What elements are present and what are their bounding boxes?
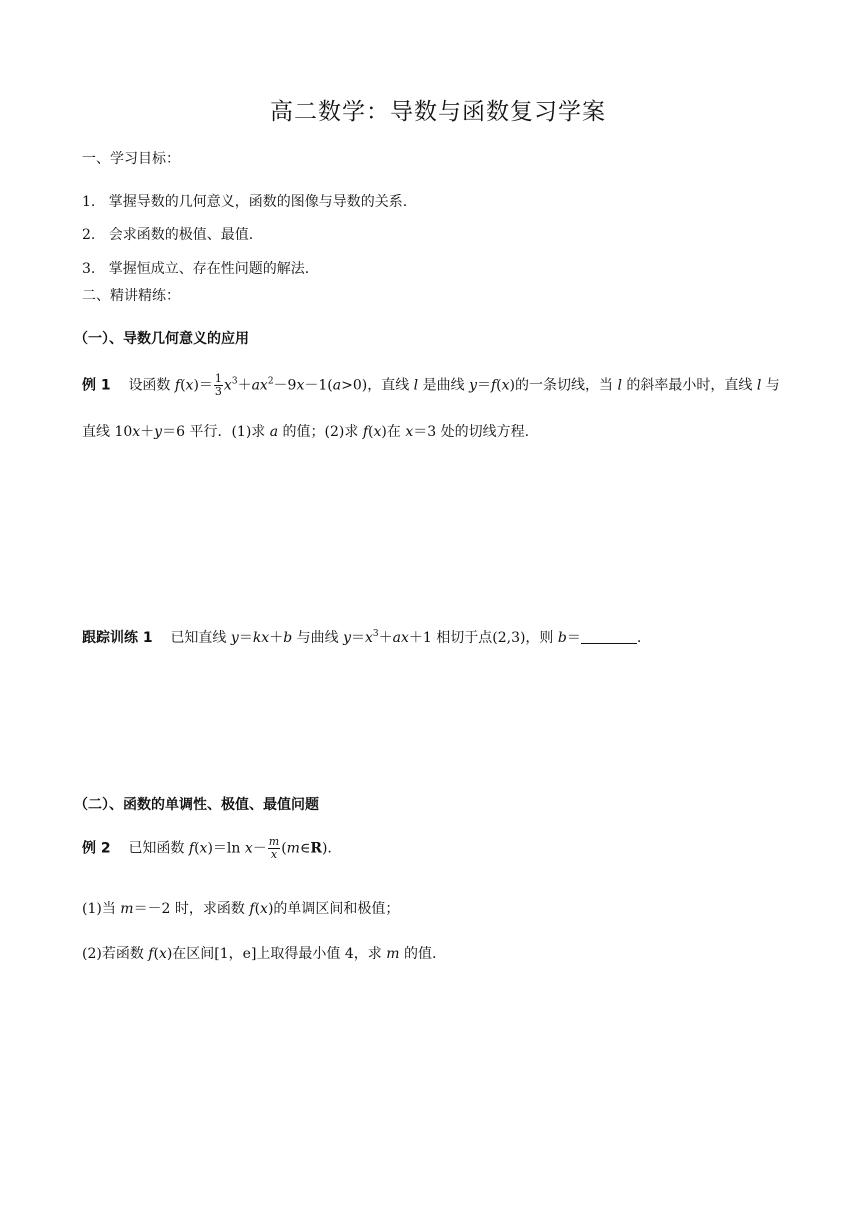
goal-item [82, 191, 407, 211]
fraction-denominator: 3 [214, 385, 222, 398]
math-var: y [154, 424, 163, 440]
fraction-m-over-x [268, 836, 280, 861]
text: ( [496, 377, 502, 394]
example-2-question-2 [82, 943, 436, 963]
text: ( [368, 424, 374, 440]
text: ＋ [378, 630, 393, 646]
math-var: f [362, 424, 369, 440]
math-var: f [249, 901, 255, 917]
text: ＋ [140, 424, 155, 440]
math-var: f [174, 377, 181, 394]
text: 设函数 [128, 377, 175, 394]
text: . [636, 630, 642, 646]
text: －1( [304, 377, 333, 394]
math-var: x [260, 901, 268, 917]
math-var: x [405, 424, 414, 440]
goal-text: 掌握导数的几何意义，函数的图像与导数的关系. [108, 194, 408, 210]
goal-number: 2. [82, 227, 96, 243]
exponent: 3 [231, 376, 238, 387]
text: )＝ln [207, 840, 245, 857]
text: ). [321, 840, 332, 857]
text: ＝3 处的切线方程. [413, 424, 530, 440]
text: 的值. [399, 946, 437, 962]
text: － [252, 840, 267, 857]
math-var: x [365, 630, 373, 646]
text: ＝ [351, 630, 365, 646]
math-var: a [269, 424, 279, 440]
math-var: f [188, 840, 195, 857]
example-2-line-1 [82, 836, 332, 861]
exponent: 2 [267, 376, 274, 387]
fraction-denominator: x [270, 848, 278, 861]
answer-blank[interactable] [581, 629, 637, 644]
part2-heading: （二）、函数的单调性、极值、最值问题 [74, 797, 319, 813]
text: ＝ [476, 377, 491, 394]
math-var: a [332, 377, 342, 394]
text: 的值；(2)求 [278, 424, 363, 440]
goal-item [82, 258, 309, 278]
math-var: m [120, 901, 134, 917]
math-var: f [148, 946, 154, 962]
text: 是曲线 [418, 377, 470, 394]
part1-heading: （一）、导数几何意义的应用 [74, 331, 249, 347]
math-var: l [617, 377, 622, 394]
example-2-label: 例 2 [82, 840, 111, 857]
example-1-label: 例 1 [82, 377, 111, 394]
math-var: y [469, 377, 477, 394]
text: ( [281, 840, 287, 857]
text: 的斜率最小时，直线 [621, 377, 757, 394]
math-var: m [286, 840, 300, 857]
text: ＝－2 时，求函数 [133, 901, 250, 917]
math-var: x [373, 424, 382, 440]
example-1-line-2 [82, 421, 529, 441]
goal-item [82, 224, 253, 244]
math-var: x [185, 377, 194, 394]
fraction-one-third [214, 373, 223, 398]
text: )＝ [193, 377, 213, 394]
text: ( [180, 377, 186, 394]
text: ( [153, 946, 159, 962]
text: ＝ [566, 630, 581, 646]
text: ＋ [237, 377, 252, 394]
text: (1)当 [82, 901, 121, 917]
text: )的单调区间和极值； [267, 901, 400, 917]
practice-1-label: 跟踪训练 1 [82, 630, 153, 646]
math-var: x [158, 946, 167, 962]
text: ＋1 相切于点(2,3)，则 [408, 630, 558, 646]
math-var: ax [392, 630, 409, 646]
goal-number: 1. [82, 194, 96, 210]
math-var: x [296, 377, 305, 394]
math-var: x [244, 840, 253, 857]
example-2-question-1 [82, 898, 399, 918]
goal-text: 掌握恒成立、存在性问题的解法. [108, 261, 310, 277]
fraction-numerator: m [268, 835, 280, 848]
math-var: x [199, 840, 208, 857]
text: 直线 10 [82, 424, 133, 440]
text: ∈ [299, 840, 311, 857]
text: 与 [761, 377, 780, 394]
text: 与曲线 [292, 630, 344, 646]
math-var: l [756, 377, 762, 394]
practice-1 [82, 627, 641, 647]
text: ＋ [269, 630, 284, 646]
math-var: ax [251, 377, 268, 394]
text: )在 [381, 424, 406, 440]
math-var: y [343, 630, 351, 646]
text: )在区间[1，e]上取得最小值 4，求 [166, 946, 387, 962]
math-var: kx [252, 630, 270, 646]
math-var: x [132, 424, 141, 440]
text: ( [194, 840, 200, 857]
text: )的一条切线，当 [509, 377, 618, 394]
section-heading-goals: 一、学习目标： [82, 151, 180, 167]
example-1-line-1 [82, 373, 780, 398]
exponent: 3 [372, 629, 379, 639]
math-var: b [557, 630, 567, 646]
goal-number: 3. [82, 261, 96, 277]
text: 已知直线 [170, 630, 231, 646]
math-var: x [501, 377, 510, 394]
text: ＝6 平行．(1)求 [162, 424, 270, 440]
text: ( [254, 901, 261, 917]
fraction-numerator: 1 [214, 372, 222, 385]
text: ＝ [238, 630, 253, 646]
math-var: x [223, 377, 232, 394]
math-var: m [386, 946, 400, 962]
math-var: y [230, 630, 239, 646]
math-var: f [490, 377, 497, 394]
real-numbers-symbol: R [310, 840, 322, 857]
text: －9 [273, 377, 297, 394]
goal-text: 会求函数的极值、最值. [108, 227, 254, 243]
text: 已知函数 [128, 840, 189, 857]
page-title: 高二数学：导数与函数复习学案 [270, 99, 606, 125]
math-var: b [283, 630, 293, 646]
section-heading-practice: 二、精讲精练： [82, 288, 180, 304]
text: >0)，直线 [341, 377, 414, 394]
text: (2)若函数 [82, 946, 149, 962]
math-var: l [413, 377, 419, 394]
